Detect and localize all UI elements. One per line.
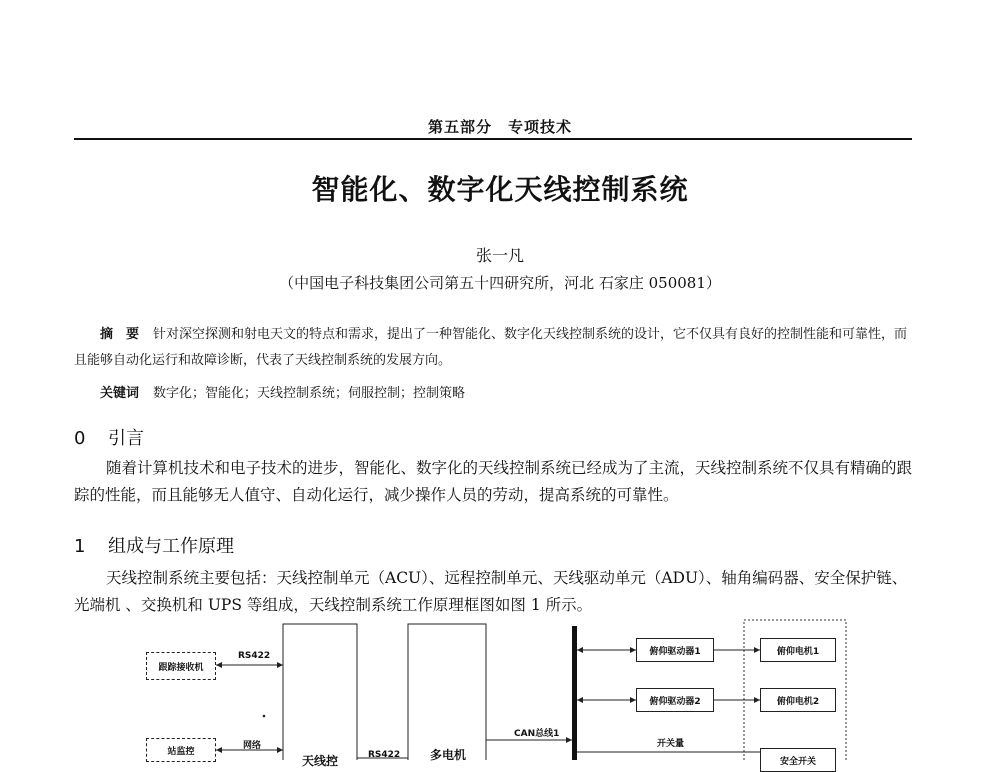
elevation-motor-1: 俯仰电机1	[760, 638, 836, 662]
abstract	[74, 322, 914, 374]
arrowhead	[216, 747, 222, 753]
tracking-receiver-box: 跟踪接收机	[146, 652, 216, 680]
can-bus-line	[572, 626, 577, 760]
multi-motor-label: 多电机	[430, 748, 467, 762]
rs422-mid-label: RS422	[368, 750, 401, 760]
header-rule	[74, 138, 912, 140]
network-label: 网络	[243, 741, 262, 751]
arrowhead	[277, 662, 283, 668]
arrowhead	[216, 662, 222, 668]
elevation-driver-1: 俯仰驱动器1	[636, 638, 714, 662]
keywords-text: 数字化；智能化；天线控制系统；伺服控制；控制策略	[153, 386, 466, 401]
acu-box-label: 天线控	[302, 754, 339, 768]
arrowhead	[577, 647, 583, 653]
paper-title: 智能化、数字化天线控制系统	[311, 173, 689, 206]
abstract-label: 摘 要	[100, 327, 140, 342]
arrowhead	[566, 737, 572, 743]
section-number: 1	[74, 536, 86, 557]
affiliation: （中国电子科技集团公司第五十四研究所，河北 石家庄 050081）	[279, 274, 721, 292]
station-monitor-box: 站监控	[146, 738, 216, 762]
section-heading-composition	[74, 532, 234, 558]
arrowhead	[277, 747, 283, 753]
keywords-label: 关键词	[100, 386, 140, 401]
acu-box-outline	[283, 624, 357, 760]
elevation-motor-2: 俯仰电机2	[760, 688, 836, 712]
figure-1-diagram	[0, 600, 1000, 768]
keywords	[100, 382, 900, 401]
safety-switch-box: 安全开关	[760, 748, 836, 772]
can-bus-label: CAN总线1	[514, 729, 560, 739]
section-title: 引言	[108, 428, 144, 449]
section-title: 组成与工作原理	[108, 536, 234, 557]
section-header: 第五部分 专项技术	[427, 118, 572, 136]
rs422-top-label: RS422	[238, 651, 271, 661]
section-heading-intro	[74, 424, 144, 450]
abstract-text: 针对深空探测和射电天文的特点和需求，提出了一种智能化、数字化天线控制系统的设计，它不仅具有良好的控制性能和可靠性，而且能够自动化运行和故障诊断，代表了天线控制系统的发展方向。	[74, 327, 908, 368]
author: 张一凡	[475, 246, 524, 265]
diagram-connectors	[0, 600, 1000, 760]
elevation-driver-2: 俯仰驱动器2	[636, 688, 714, 712]
switch-quantity-label: 开关量	[657, 739, 685, 749]
multi-motor-box-outline	[408, 624, 486, 760]
section-body-intro: 随着计算机技术和电子技术的进步，智能化、数字化的天线控制系统已经成为了主流，天线控制系统不仅具有精确的跟踪的性能，而且能够无人值守、自动化运行，减少操作人员的劳动，提高系统的可靠性。	[74, 459, 913, 504]
section-body-composition: 天线控制系统主要包括：天线控制单元（ACU）、远程控制单元、天线驱动单元（ADU）、轴角编码器、安全保护链、光端机 、交换机和 UPS 等组成，天线控制系统工作原理框图如图 1 所示。	[74, 569, 908, 614]
stray-dot	[263, 715, 266, 718]
section-number: 0	[74, 428, 86, 449]
arrowhead	[577, 697, 583, 703]
